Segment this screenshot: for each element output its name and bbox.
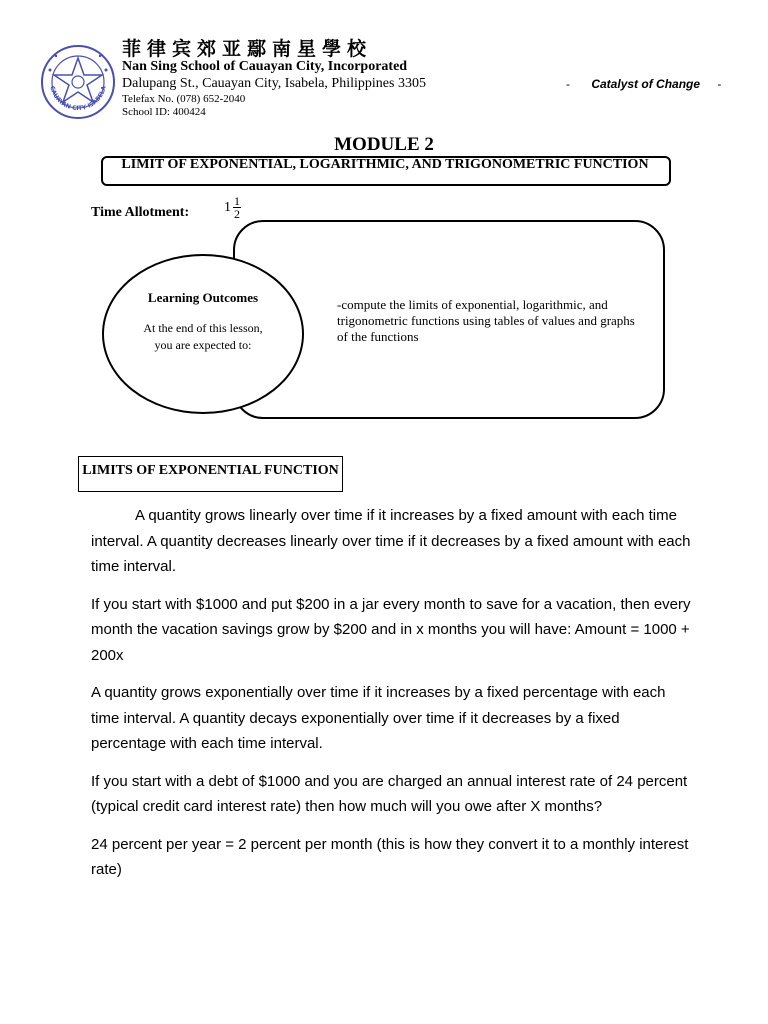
module-subtitle: LIMIT OF EXPONENTIAL, LOGARITHMIC, AND TRIGONOMETRIC FUNCTION	[121, 157, 649, 172]
lesson-body	[91, 503, 691, 895]
svg-text:CAUAYAN CITY ISABELA: CAUAYAN CITY ISABELA	[48, 85, 108, 113]
tagline-text: Catalyst of Change	[591, 77, 701, 91]
tagline-dash-left: -	[566, 77, 570, 91]
school-address: Dalupang St., Cauayan City, Isabela, Philippines 3305	[122, 76, 426, 91]
module-title: MODULE 2	[334, 134, 434, 155]
school-name: Nan Sing School of Cauayan City, Incorporated	[122, 59, 408, 74]
body-paragraph: A quantity grows exponentially over time if it increases by a fixed percentage with each time interval. A quantity decays exponentially over time if it decreases by a fixed percentage with each time interval.	[91, 684, 666, 752]
fraction-numerator: 1	[234, 194, 240, 208]
learning-outcome-item: -compute the limits of exponential, logarithmic, and trigonometric functions using tables of values and graphs of the functions	[337, 297, 635, 344]
body-paragraph: A quantity grows linearly over time if it increases by a fixed amount with each time interval. A quantity decreases linearly over time if it decreases by a fixed amount with each time interval.	[91, 507, 691, 575]
time-allotment-fraction	[233, 195, 241, 220]
learning-outcomes-heading: Learning Outcomes	[147, 290, 259, 305]
time-allotment-value	[224, 195, 241, 220]
school-telefax: Telefax No. (078) 652-2040	[122, 93, 246, 105]
school-chinese-name: 菲律宾郊亚鄢南星學校	[122, 38, 373, 60]
section-header-box	[78, 456, 343, 492]
school-tagline	[566, 77, 721, 91]
school-id: School ID: 400424	[122, 106, 206, 118]
body-paragraph: If you start with $1000 and put $200 in a jar every month to save for a vacation, then every month the vacation savings grow by $200 and in x months you will have: Amount = 1000 + 200x	[91, 595, 691, 664]
body-paragraph: If you start with a debt of $1000 and you are charged an annual interest rate of 24 percent (typical credit card interest rate) then how much will you owe after X months?	[91, 772, 688, 815]
tagline-dash-right: -	[717, 77, 722, 91]
time-allotment-label: Time Allotment:	[91, 205, 190, 220]
school-seal-logo	[40, 44, 116, 120]
section-title: LIMITS OF EXPONENTIAL FUNCTION	[82, 463, 339, 478]
time-allotment-whole: 1	[224, 199, 231, 215]
fraction-denominator: 2	[234, 207, 240, 221]
body-paragraph: 24 percent per year = 2 percent per month (this is how they convert it to a monthly interest rate)	[91, 835, 689, 878]
learning-outcomes-intro: At the end of this lesson, you are expected to:	[143, 321, 263, 352]
